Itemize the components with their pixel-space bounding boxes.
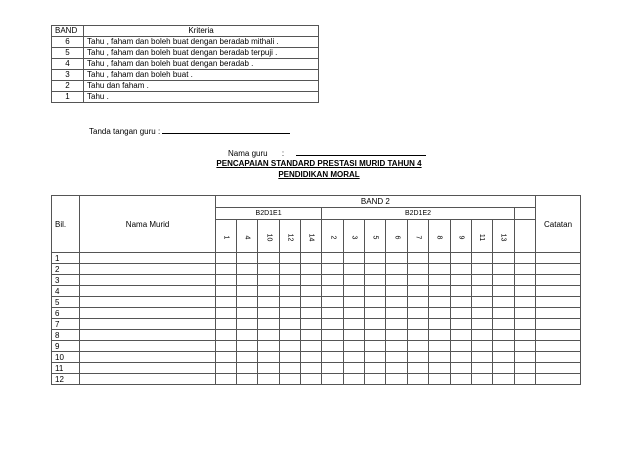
score-cell[interactable] [279, 308, 300, 319]
achievement-table [51, 195, 581, 385]
score-cell[interactable] [493, 363, 514, 374]
score-cell[interactable] [322, 308, 343, 319]
score-cell[interactable] [365, 330, 386, 341]
score-cell[interactable] [407, 374, 428, 385]
score-cell[interactable] [450, 341, 471, 352]
score-cell[interactable] [429, 319, 450, 330]
criteria-text: Tahu , faham dan boleh buat dengan beradab . [84, 59, 319, 70]
score-cell[interactable] [258, 374, 279, 385]
row-number: 5 [52, 297, 80, 308]
score-cell[interactable] [343, 286, 364, 297]
score-cell[interactable] [215, 275, 236, 286]
notes-cell[interactable] [536, 264, 581, 275]
score-cell[interactable] [450, 253, 471, 264]
blank-group-cell [514, 208, 536, 220]
score-cell[interactable] [365, 341, 386, 352]
score-cell[interactable] [471, 374, 492, 385]
score-cell[interactable] [407, 352, 428, 363]
score-cell[interactable] [429, 363, 450, 374]
score-cell[interactable] [279, 319, 300, 330]
score-cell[interactable] [279, 253, 300, 264]
score-cell[interactable] [343, 297, 364, 308]
criteria-text: Tahu , faham dan boleh buat dengan beradab terpuji . [84, 48, 319, 59]
score-cell[interactable] [514, 264, 536, 275]
score-cell[interactable] [365, 286, 386, 297]
score-cell[interactable] [407, 330, 428, 341]
criteria-band: 1 [52, 92, 84, 103]
score-cell[interactable] [215, 308, 236, 319]
score-cell[interactable] [450, 352, 471, 363]
score-cell[interactable] [514, 363, 536, 374]
student-name-cell[interactable] [80, 319, 215, 330]
score-cell[interactable] [237, 297, 258, 308]
item-number: 14 [307, 233, 315, 241]
score-cell[interactable] [301, 363, 322, 374]
score-cell[interactable] [237, 275, 258, 286]
score-cell[interactable] [365, 352, 386, 363]
score-cell[interactable] [215, 264, 236, 275]
score-cell[interactable] [215, 286, 236, 297]
score-cell[interactable] [514, 308, 536, 319]
score-cell[interactable] [215, 341, 236, 352]
score-cell[interactable] [514, 275, 536, 286]
score-cell[interactable] [301, 286, 322, 297]
student-row [52, 352, 581, 363]
student-name-cell[interactable] [80, 330, 215, 341]
item-number: 11 [478, 233, 486, 241]
header-row [52, 196, 581, 208]
score-cell[interactable] [429, 253, 450, 264]
item-number: 2 [329, 235, 337, 239]
notes-header: Catatan [536, 196, 581, 253]
signature-line [162, 126, 290, 134]
score-cell[interactable] [215, 363, 236, 374]
score-cell[interactable] [407, 286, 428, 297]
score-cell[interactable] [237, 308, 258, 319]
score-cell[interactable] [279, 330, 300, 341]
score-cell[interactable] [493, 264, 514, 275]
criteria-row [52, 92, 319, 103]
student-row [52, 363, 581, 374]
score-cell[interactable] [365, 275, 386, 286]
score-cell[interactable] [237, 330, 258, 341]
score-cell[interactable] [343, 275, 364, 286]
score-cell[interactable] [258, 308, 279, 319]
score-cell[interactable] [343, 363, 364, 374]
score-cell[interactable] [407, 341, 428, 352]
score-cell[interactable] [386, 297, 407, 308]
score-cell[interactable] [493, 374, 514, 385]
row-number: 11 [52, 363, 80, 374]
score-cell[interactable] [365, 363, 386, 374]
item-number-cell [279, 220, 300, 253]
score-cell[interactable] [301, 253, 322, 264]
score-cell[interactable] [237, 319, 258, 330]
score-cell[interactable] [429, 275, 450, 286]
score-cell[interactable] [279, 275, 300, 286]
criteria-row [52, 70, 319, 81]
score-cell[interactable] [322, 319, 343, 330]
score-cell[interactable] [258, 297, 279, 308]
row-number: 2 [52, 264, 80, 275]
score-cell[interactable] [365, 297, 386, 308]
score-cell[interactable] [450, 363, 471, 374]
score-cell[interactable] [493, 330, 514, 341]
student-name-cell[interactable] [80, 253, 215, 264]
signature-label: Tanda tangan guru : [89, 127, 161, 136]
item-number: 8 [435, 235, 443, 239]
page-subtitle: PENDIDIKAN MORAL [278, 170, 360, 179]
score-cell[interactable] [450, 297, 471, 308]
score-cell[interactable] [301, 264, 322, 275]
score-cell[interactable] [215, 297, 236, 308]
score-cell[interactable] [514, 341, 536, 352]
score-cell[interactable] [514, 374, 536, 385]
item-number: 13 [499, 233, 507, 241]
band-2-header: BAND 2 [215, 196, 535, 208]
student-row [52, 330, 581, 341]
item-number-cell [365, 220, 386, 253]
score-cell[interactable] [279, 374, 300, 385]
score-cell[interactable] [322, 275, 343, 286]
teacher-colon: : [281, 149, 285, 158]
item-number-cell [450, 220, 471, 253]
score-cell[interactable] [514, 253, 536, 264]
criteria-band: 3 [52, 70, 84, 81]
score-cell[interactable] [301, 319, 322, 330]
score-cell[interactable] [386, 352, 407, 363]
student-name-cell[interactable] [80, 297, 215, 308]
score-cell[interactable] [471, 286, 492, 297]
item-number-cell [215, 220, 236, 253]
score-cell[interactable] [343, 374, 364, 385]
score-cell[interactable] [343, 319, 364, 330]
student-row [52, 286, 581, 297]
student-row [52, 308, 581, 319]
score-cell[interactable] [471, 352, 492, 363]
score-cell[interactable] [343, 308, 364, 319]
item-number: 12 [286, 233, 294, 241]
criteria-row [52, 37, 319, 48]
student-name-cell[interactable] [80, 308, 215, 319]
score-cell[interactable] [429, 352, 450, 363]
item-number-cell [301, 220, 322, 253]
notes-cell[interactable] [536, 319, 581, 330]
score-cell[interactable] [322, 297, 343, 308]
score-cell[interactable] [343, 264, 364, 275]
student-name-cell[interactable] [80, 363, 215, 374]
score-cell[interactable] [343, 330, 364, 341]
score-cell[interactable] [493, 275, 514, 286]
student-name-cell[interactable] [80, 286, 215, 297]
score-cell[interactable] [386, 330, 407, 341]
criteria-text: Tahu , faham dan boleh buat dengan beradab mithali . [84, 37, 319, 48]
notes-cell[interactable] [536, 275, 581, 286]
criteria-header-row [52, 26, 319, 37]
score-cell[interactable] [471, 308, 492, 319]
score-cell[interactable] [493, 286, 514, 297]
item-number: 9 [457, 235, 465, 239]
score-cell[interactable] [429, 264, 450, 275]
score-cell[interactable] [514, 319, 536, 330]
score-cell[interactable] [322, 253, 343, 264]
score-cell[interactable] [322, 286, 343, 297]
criteria-row [52, 59, 319, 70]
score-cell[interactable] [258, 264, 279, 275]
score-cell[interactable] [301, 352, 322, 363]
item-number-cell [493, 220, 514, 253]
notes-cell[interactable] [536, 330, 581, 341]
name-header: Nama Murid [80, 196, 215, 253]
notes-cell[interactable] [536, 363, 581, 374]
student-row [52, 264, 581, 275]
item-number-cell [322, 220, 343, 253]
score-cell[interactable] [322, 352, 343, 363]
score-cell[interactable] [343, 341, 364, 352]
score-cell[interactable] [471, 297, 492, 308]
score-cell[interactable] [301, 308, 322, 319]
signature-field [89, 126, 290, 136]
score-cell[interactable] [258, 319, 279, 330]
score-cell[interactable] [237, 363, 258, 374]
score-cell[interactable] [471, 319, 492, 330]
score-cell[interactable] [407, 363, 428, 374]
item-number-cell [343, 220, 364, 253]
score-cell[interactable] [407, 264, 428, 275]
score-cell[interactable] [493, 352, 514, 363]
criteria-row [52, 81, 319, 92]
score-cell[interactable] [429, 297, 450, 308]
student-name-cell[interactable] [80, 374, 215, 385]
score-cell[interactable] [279, 286, 300, 297]
item-number: 1 [222, 235, 230, 239]
score-cell[interactable] [386, 363, 407, 374]
score-cell[interactable] [386, 308, 407, 319]
row-number: 3 [52, 275, 80, 286]
score-cell[interactable] [450, 286, 471, 297]
item-number: 6 [393, 235, 401, 239]
score-cell[interactable] [301, 374, 322, 385]
score-cell[interactable] [429, 308, 450, 319]
score-cell[interactable] [258, 253, 279, 264]
score-cell[interactable] [322, 264, 343, 275]
score-cell[interactable] [258, 275, 279, 286]
score-cell[interactable] [471, 330, 492, 341]
item-number-cell [258, 220, 279, 253]
score-cell[interactable] [493, 297, 514, 308]
score-cell[interactable] [493, 253, 514, 264]
score-cell[interactable] [237, 264, 258, 275]
student-row [52, 253, 581, 264]
criteria-band: 2 [52, 81, 84, 92]
score-cell[interactable] [471, 275, 492, 286]
item-number: 5 [371, 235, 379, 239]
score-cell[interactable] [215, 374, 236, 385]
score-cell[interactable] [471, 341, 492, 352]
score-cell[interactable] [493, 341, 514, 352]
notes-cell[interactable] [536, 308, 581, 319]
score-cell[interactable] [450, 264, 471, 275]
row-number: 9 [52, 341, 80, 352]
score-cell[interactable] [365, 374, 386, 385]
bil-header: Bil. [52, 196, 80, 253]
item-number-cell [237, 220, 258, 253]
score-cell[interactable] [258, 330, 279, 341]
item-number-cell [429, 220, 450, 253]
row-number: 4 [52, 286, 80, 297]
row-number: 6 [52, 308, 80, 319]
notes-cell[interactable] [536, 341, 581, 352]
score-cell[interactable] [215, 319, 236, 330]
score-cell[interactable] [450, 308, 471, 319]
score-cell[interactable] [450, 330, 471, 341]
criteria-text: Tahu , faham dan boleh buat . [84, 70, 319, 81]
teacher-name-line [296, 148, 426, 156]
score-cell[interactable] [471, 264, 492, 275]
score-cell[interactable] [407, 319, 428, 330]
score-cell[interactable] [386, 286, 407, 297]
score-cell[interactable] [471, 253, 492, 264]
score-cell[interactable] [215, 253, 236, 264]
score-cell[interactable] [237, 374, 258, 385]
score-cell[interactable] [450, 275, 471, 286]
score-cell[interactable] [258, 341, 279, 352]
notes-cell[interactable] [536, 352, 581, 363]
score-cell[interactable] [450, 319, 471, 330]
student-row [52, 374, 581, 385]
row-number: 1 [52, 253, 80, 264]
notes-cell[interactable] [536, 374, 581, 385]
criteria-band: 5 [52, 48, 84, 59]
score-cell[interactable] [514, 352, 536, 363]
score-cell[interactable] [365, 264, 386, 275]
score-cell[interactable] [215, 330, 236, 341]
group-b2d1e1: B2D1E1 [215, 208, 322, 220]
score-cell[interactable] [365, 319, 386, 330]
score-cell[interactable] [429, 374, 450, 385]
student-name-cell[interactable] [80, 275, 215, 286]
score-cell[interactable] [493, 308, 514, 319]
score-cell[interactable] [237, 253, 258, 264]
score-cell[interactable] [407, 297, 428, 308]
score-cell[interactable] [322, 341, 343, 352]
row-number: 10 [52, 352, 80, 363]
student-row [52, 341, 581, 352]
notes-cell[interactable] [536, 297, 581, 308]
item-number-cell [407, 220, 428, 253]
band-header: BAND [52, 26, 84, 37]
criteria-table [51, 25, 319, 103]
score-cell[interactable] [237, 352, 258, 363]
score-cell[interactable] [493, 319, 514, 330]
score-cell[interactable] [279, 341, 300, 352]
score-cell[interactable] [386, 341, 407, 352]
score-cell[interactable] [258, 286, 279, 297]
item-number: 3 [350, 235, 358, 239]
student-name-cell[interactable] [80, 352, 215, 363]
score-cell[interactable] [301, 297, 322, 308]
kriteria-header: Kriteria [84, 26, 319, 37]
blank-number-cell [514, 220, 536, 253]
score-cell[interactable] [237, 286, 258, 297]
score-cell[interactable] [514, 286, 536, 297]
score-cell[interactable] [301, 275, 322, 286]
score-cell[interactable] [215, 352, 236, 363]
score-cell[interactable] [322, 330, 343, 341]
score-cell[interactable] [450, 374, 471, 385]
student-row [52, 297, 581, 308]
criteria-text: Tahu dan faham . [84, 81, 319, 92]
score-cell[interactable] [343, 352, 364, 363]
student-name-cell[interactable] [80, 264, 215, 275]
notes-cell[interactable] [536, 286, 581, 297]
score-cell[interactable] [322, 374, 343, 385]
score-cell[interactable] [258, 352, 279, 363]
criteria-band: 6 [52, 37, 84, 48]
group-b2d1e2: B2D1E2 [322, 208, 514, 220]
item-number-cell [471, 220, 492, 253]
student-name-cell[interactable] [80, 341, 215, 352]
notes-cell[interactable] [536, 253, 581, 264]
row-number: 7 [52, 319, 80, 330]
score-cell[interactable] [429, 341, 450, 352]
score-cell[interactable] [258, 363, 279, 374]
score-cell[interactable] [407, 253, 428, 264]
criteria-band: 4 [52, 59, 84, 70]
item-number: 4 [243, 235, 251, 239]
criteria-row [52, 48, 319, 59]
student-row [52, 319, 581, 330]
criteria-text: Tahu . [84, 92, 319, 103]
item-number: 7 [414, 235, 422, 239]
teacher-label: Nama guru [228, 149, 268, 158]
teacher-name-field [228, 148, 426, 158]
score-cell[interactable] [279, 264, 300, 275]
student-row [52, 275, 581, 286]
score-cell[interactable] [237, 341, 258, 352]
score-cell[interactable] [429, 330, 450, 341]
score-cell[interactable] [386, 374, 407, 385]
row-number: 12 [52, 374, 80, 385]
score-cell[interactable] [386, 275, 407, 286]
score-cell[interactable] [279, 363, 300, 374]
score-cell[interactable] [514, 297, 536, 308]
score-cell[interactable] [343, 253, 364, 264]
item-number-cell [386, 220, 407, 253]
score-cell[interactable] [514, 330, 536, 341]
score-cell[interactable] [301, 341, 322, 352]
score-cell[interactable] [386, 253, 407, 264]
score-cell[interactable] [429, 286, 450, 297]
score-cell[interactable] [386, 319, 407, 330]
score-cell[interactable] [407, 275, 428, 286]
score-cell[interactable] [365, 308, 386, 319]
score-cell[interactable] [471, 363, 492, 374]
score-cell[interactable] [365, 253, 386, 264]
item-number: 10 [265, 233, 273, 241]
row-number: 8 [52, 330, 80, 341]
score-cell[interactable] [279, 297, 300, 308]
score-cell[interactable] [386, 264, 407, 275]
score-cell[interactable] [407, 308, 428, 319]
score-cell[interactable] [279, 352, 300, 363]
page-title: PENCAPAIAN STANDARD PRESTASI MURID TAHUN 4 [216, 159, 422, 168]
score-cell[interactable] [322, 363, 343, 374]
score-cell[interactable] [301, 330, 322, 341]
